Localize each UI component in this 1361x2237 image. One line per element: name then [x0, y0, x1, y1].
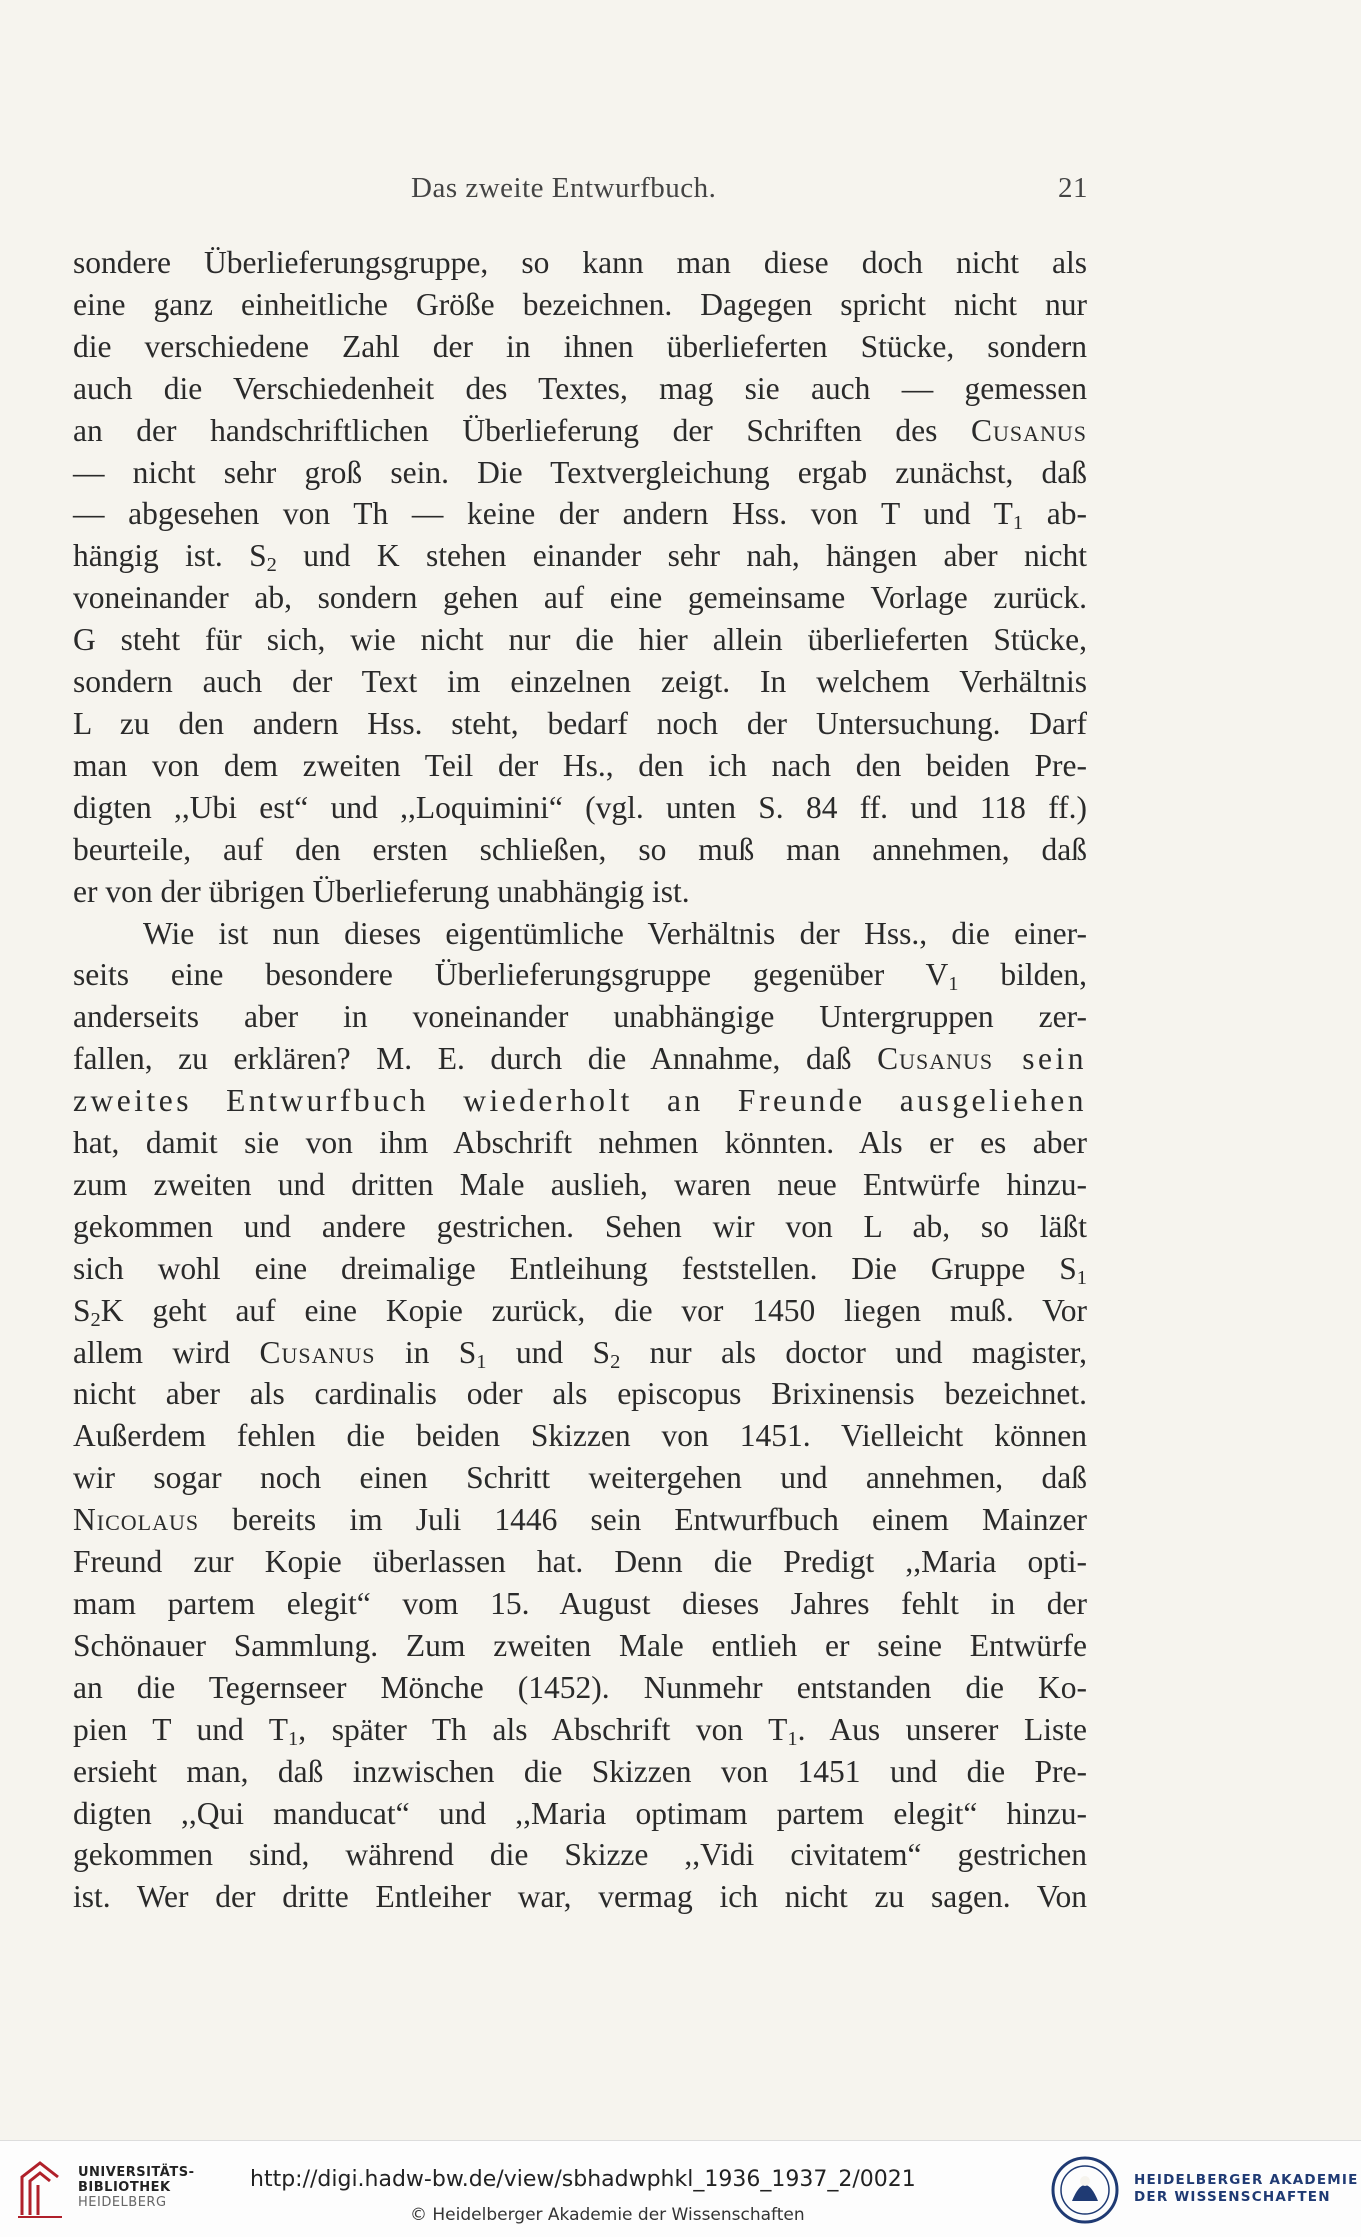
text-line: $S_2K$ geht auf eine Kopie zurück, die vor 1450 liegen muß. Vor [73, 1292, 1087, 1331]
text-line: Außerdem fehlen die beiden Skizzen von 1451. Vielleicht können [73, 1418, 1087, 1454]
text-line: sich wohl eine dreimalige Entleihung feststellen. Die Gruppe $S_1$ [73, 1250, 1087, 1289]
text-line: auch die Verschiedenheit des Textes, mag sie auch — gemessen [73, 370, 1087, 406]
text-line: wir sogar noch einen Schritt weitergehen und annehmen, daß [73, 1460, 1087, 1496]
text-line: die verschiedene Zahl der in ihnen überlieferten Stücke, sondern [73, 328, 1087, 364]
text-line: digten ,,Qui manducat“ und ,,Maria optimam partem elegit“ hinzu- [73, 1795, 1087, 1831]
text-line: ersieht man, daß inzwischen die Skizzen von 1451 und die Pre- [73, 1753, 1087, 1789]
page-number: 21 [1058, 172, 1088, 204]
viewer-footer [0, 2140, 1361, 2237]
text-line: Freund zur Kopie überlassen hat. Denn die Predigt ,,Maria opti- [73, 1544, 1087, 1580]
university-library-label: UNIVERSITÄTS- BIBLIOTHEK HEIDELBERG [78, 2165, 195, 2210]
text-line: fallen, zu erklären? M. E. durch die Annahme, daß Cusanus sein [73, 1041, 1087, 1077]
body-text [73, 242, 1087, 1918]
text-line: allem wird Cusanus in $S_1$ und $S_2$ nur als doctor und magister, [73, 1334, 1087, 1373]
text-line: L zu den andern Hss. steht, bedarf noch der Untersuchung. Darf [73, 705, 1087, 741]
text-line: digten ,,Ubi est“ und ,,Loquimini“ (vgl. unten S. 84 ff. und 118 ff.) [73, 789, 1087, 825]
permalink-url[interactable]: http://digi.hadw-bw.de/view/sbhadwphkl_1936_1937_2/0021 [250, 2167, 916, 2192]
author-name: Cusanus [259, 1334, 376, 1370]
text-line: G steht für sich, wie nicht nur die hier allein überlieferten Stücke, [73, 622, 1087, 658]
text-line: mam partem elegit“ vom 15. August dieses Jahres fehlt in der [73, 1586, 1087, 1621]
text-line: voneinander ab, sondern gehen auf eine gemeinsame Vorlage zurück. [73, 580, 1087, 616]
text-line: zweites Entwurfbuch wiederholt an Freunde ausgeliehen [73, 1083, 1087, 1119]
copyright-notice: © Heidelberger Akademie der Wissenschaften [410, 2205, 805, 2225]
text-line: beurteile, auf den ersten schließen, so muß man annehmen, daß [73, 831, 1087, 867]
text-line: gekommen sind, während die Skizze ,,Vidi civitatem“ gestrichen [73, 1837, 1087, 1873]
text-line: ist. Wer der dritte Entleiher war, vermag ich nicht zu sagen. Von [73, 1879, 1087, 1915]
text-line: er von der übrigen Überlieferung unabhängig ist. [73, 873, 690, 909]
text-line: Wie ist nun dieses eigentümliche Verhältnis der Hss., die einer- [143, 915, 1087, 951]
text-line: an die Tegernseer Mönche (1452). Nunmehr entstanden die Ko- [73, 1669, 1087, 1705]
text-line: Schönauer Sammlung. Zum zweiten Male entlieh er seine Entwürfe [73, 1627, 1087, 1663]
text-line: pien T und $T_1$, später Th als Abschrift von $T_1$. Aus unserer Liste [73, 1711, 1087, 1750]
author-name: Cusanus [877, 1041, 994, 1077]
text-line: sondern auch der Text im einzelnen zeigt. In welchem Verhältnis [73, 664, 1087, 700]
text-line: hat, damit sie von ihm Abschrift nehmen könnten. Als er es aber [73, 1125, 1087, 1161]
text-line: — abgesehen von Th — keine der andern Hss. von T und $T_1$ ab- [73, 496, 1087, 535]
text-line: hängig ist. $S_2$ und K stehen einander sehr nah, hängen aber nicht [73, 538, 1087, 577]
academy-label: HEIDELBERGER AKADEMIE DER WISSENSCHAFTEN [1134, 2172, 1359, 2205]
academy-seal-icon [1050, 2155, 1120, 2225]
text-line: eine ganz einheitliche Größe bezeichnen. Dagegen spricht nicht nur [73, 286, 1087, 322]
author-name: Nicolaus [73, 1502, 200, 1538]
university-library-logo-icon [14, 2157, 68, 2221]
running-title: Das zweite Entwurfbuch. [411, 172, 717, 204]
text-line: zum zweiten und dritten Male auslieh, waren neue Entwürfe hinzu- [73, 1166, 1087, 1202]
text-line: — nicht sehr groß sein. Die Textvergleichung ergab zunächst, daß [73, 454, 1087, 490]
text-line: an der handschriftlichen Überlieferung der Schriften des Cusanus [73, 412, 1087, 448]
text-line: seits eine besondere Überlieferungsgruppe gegenüber $V_1$ bilden, [73, 957, 1087, 996]
text-line: anderseits aber in voneinander unabhängige Untergruppen zer- [73, 999, 1087, 1035]
text-line: gekommen und andere gestrichen. Sehen wir von L ab, so läßt [73, 1208, 1087, 1244]
author-name: Cusanus [970, 412, 1087, 448]
text-line: sondere Überlieferungsgruppe, so kann man diese doch nicht als [73, 245, 1087, 280]
text-line: man von dem zweiten Teil der Hs., den ich nach den beiden Pre- [73, 747, 1087, 783]
text-line: Nicolaus bereits im Juli 1446 sein Entwurfbuch einem Mainzer [73, 1502, 1087, 1538]
text-line: nicht aber als cardinalis oder als episcopus Brixinensis bezeichnet. [73, 1376, 1087, 1412]
